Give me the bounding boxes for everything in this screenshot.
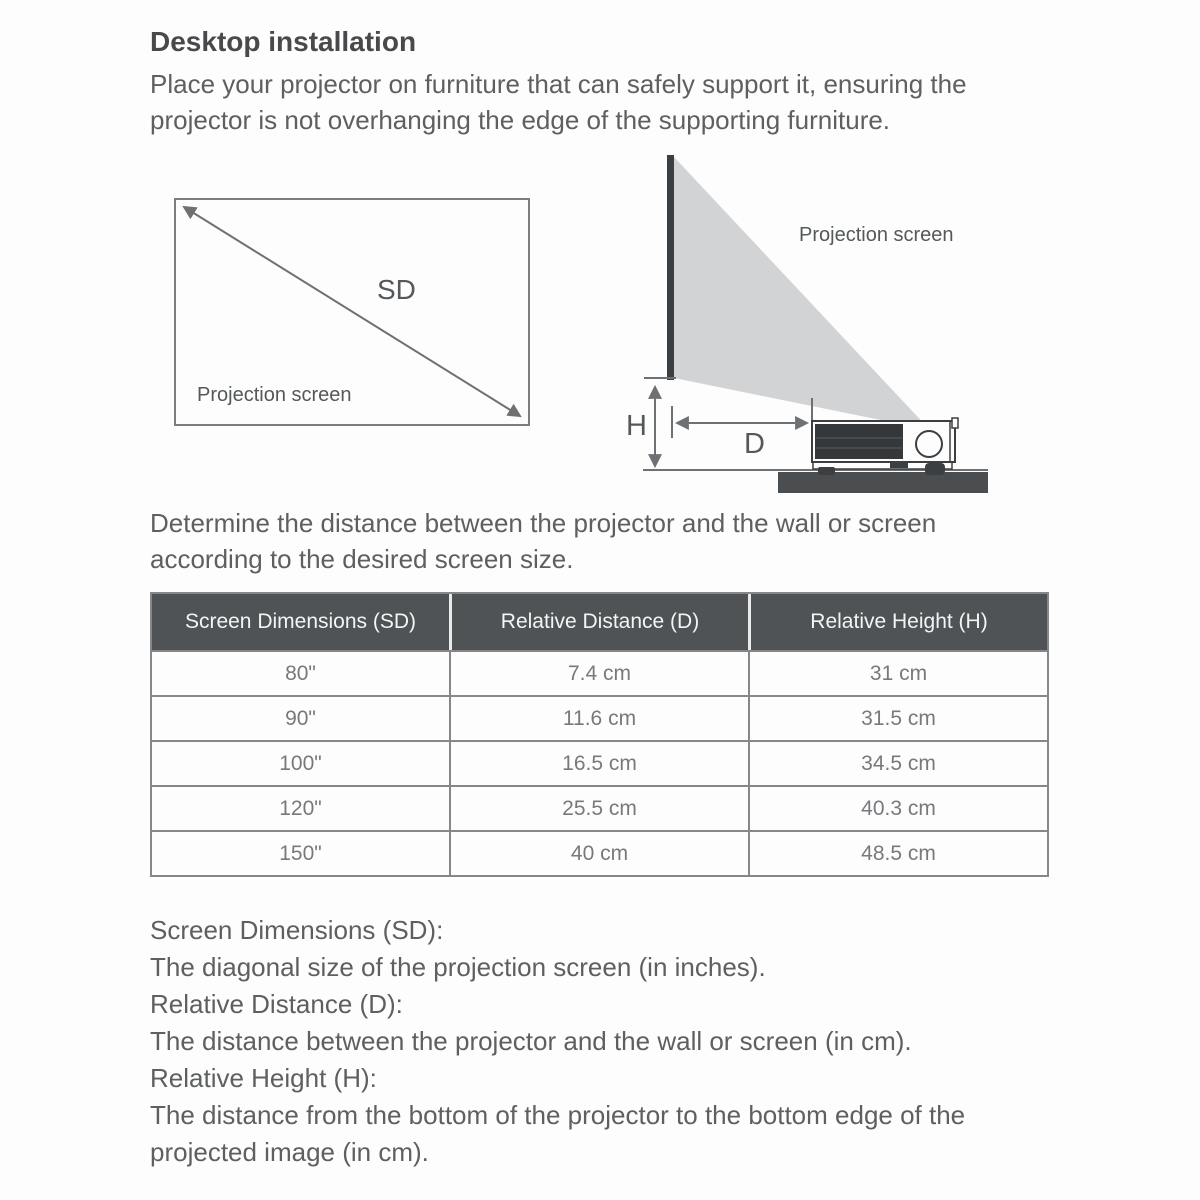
table-row bbox=[152, 650, 1047, 695]
cell-height: 31 cm bbox=[748, 652, 1047, 695]
light-cone bbox=[674, 157, 930, 430]
projector-rear-tab bbox=[952, 418, 958, 428]
intro-paragraph: Place your projector on furniture that can safely support it, ensuring the projector is not overhanging the edge of the supporting furniture. bbox=[150, 69, 967, 135]
cell-height: 34.5 cm bbox=[748, 742, 1047, 785]
definition-term-sd: Screen Dimensions (SD): bbox=[150, 915, 444, 945]
page-title: Desktop installation bbox=[150, 26, 417, 57]
cell-distance: 40 cm bbox=[449, 832, 748, 875]
cell-height: 31.5 cm bbox=[748, 697, 1047, 740]
distance-dimension-label: D bbox=[744, 428, 765, 460]
height-dimension-label: H bbox=[626, 410, 647, 442]
cell-distance: 11.6 cm bbox=[449, 697, 748, 740]
table-header-height: Relative Height (H) bbox=[748, 594, 1047, 650]
projector-foot-right bbox=[925, 463, 945, 475]
cell-distance: 16.5 cm bbox=[449, 742, 748, 785]
cell-distance: 25.5 cm bbox=[449, 787, 748, 830]
furniture-table bbox=[778, 472, 988, 493]
projection-screen-caption-right: Projection screen bbox=[799, 224, 954, 246]
sd-dimension-label: SD bbox=[377, 274, 416, 305]
cell-sd: 100" bbox=[279, 751, 322, 775]
table-row bbox=[152, 830, 1047, 875]
table-row bbox=[152, 785, 1047, 830]
definition-desc-sd: The diagonal size of the projection screen (in inches). bbox=[150, 952, 766, 982]
table-header-sd: Screen Dimensions (SD) bbox=[184, 610, 417, 633]
cell-sd: 150" bbox=[279, 841, 322, 865]
projector-vent-grille bbox=[815, 424, 903, 459]
projection-distance-table bbox=[150, 592, 1049, 877]
cell-height: 40.3 cm bbox=[748, 787, 1047, 830]
cell-sd: 90" bbox=[285, 706, 316, 730]
projector-lens bbox=[916, 431, 942, 457]
projector-illustration bbox=[812, 418, 958, 475]
screen-bar bbox=[667, 155, 674, 380]
cell-height: 48.5 cm bbox=[748, 832, 1047, 875]
definitions-block bbox=[150, 912, 1050, 1171]
table-row bbox=[152, 740, 1047, 785]
cell-sd: 120" bbox=[279, 796, 322, 820]
definition-term-height: Relative Height (H): bbox=[150, 1063, 377, 1093]
table-header-row bbox=[152, 594, 1047, 650]
cell-sd: 80" bbox=[285, 661, 316, 685]
projector-side-diagram bbox=[600, 140, 1070, 500]
definition-desc-height: The distance from the bottom of the projector to the bottom edge of the projected image (in cm). bbox=[150, 1100, 966, 1167]
cell-distance: 7.4 cm bbox=[449, 652, 748, 695]
table-header-distance: Relative Distance (D) bbox=[449, 594, 748, 650]
definition-desc-distance: The distance between the projector and the wall or screen (in cm). bbox=[150, 1026, 912, 1056]
projection-screen-caption-left: Projection screen bbox=[197, 384, 352, 406]
table-row bbox=[152, 695, 1047, 740]
distance-note: Determine the distance between the projector and the wall or screen according to the desired screen size. bbox=[150, 508, 937, 574]
projector-foot-left bbox=[818, 467, 835, 475]
definition-term-distance: Relative Distance (D): bbox=[150, 989, 403, 1019]
